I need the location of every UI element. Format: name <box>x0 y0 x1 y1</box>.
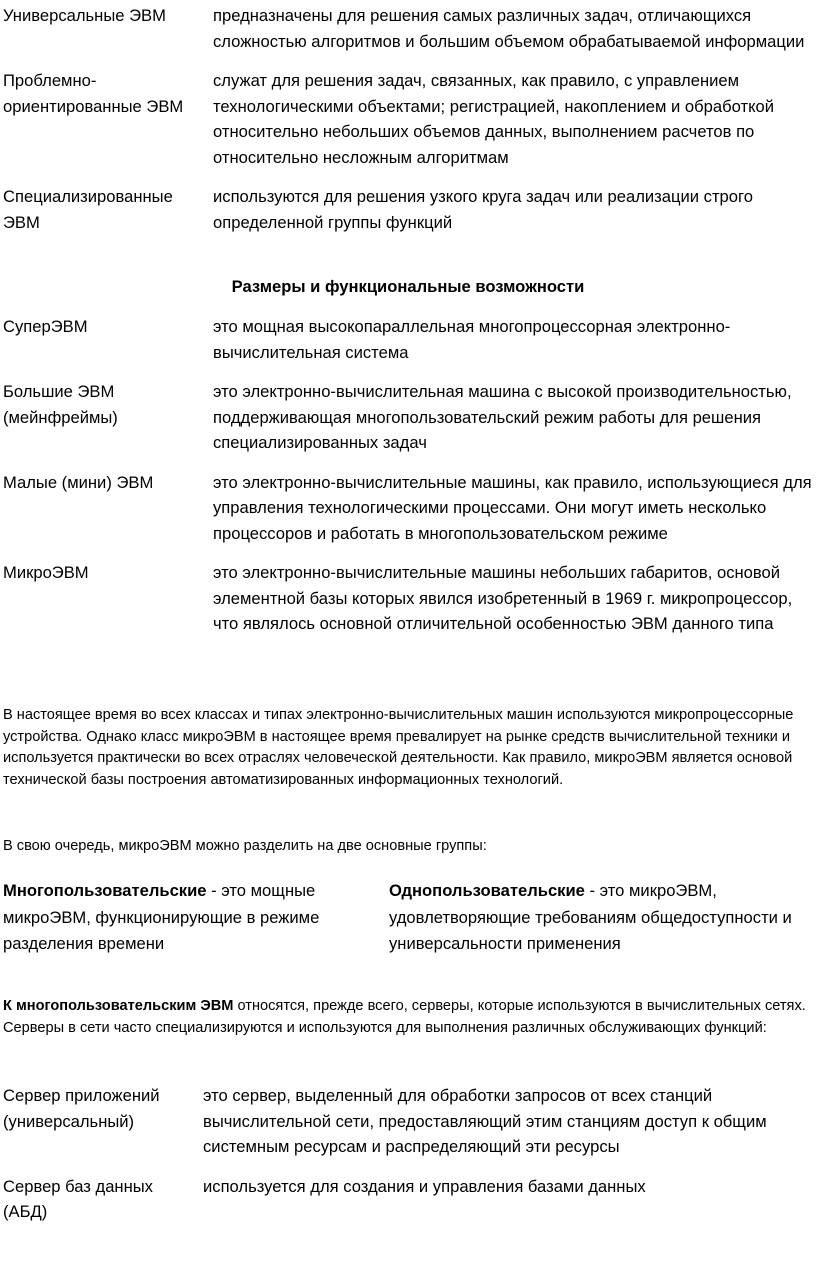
term-cell: Сервер приложений (универсальный) <box>3 1086 160 1131</box>
definition-cell: это электронно-вычислительная машина с высокой производительностью, поддерживающая многопользовательский режим работы для решения специализированных задач <box>213 382 792 452</box>
servers-lead-text: относятся, прежде всего, серверы, которые используются в вычислительных сетях. Серверы в сети часто специализируются и используются для выполнения различных обслуживающих функций: <box>3 998 806 1036</box>
servers-lead-bold: К многопользовательским ЭВМ <box>3 998 234 1014</box>
term-cell: Проблемно-ориентированные ЭВМ <box>3 71 184 116</box>
term-cell: МикроЭВМ <box>3 563 89 582</box>
table-row <box>3 3 813 68</box>
multi-user-term: Многопользовательские <box>3 881 207 900</box>
term-cell: Универсальные ЭВМ <box>3 6 166 25</box>
multi-user-description: - это мощные микроЭВМ, функционирующие в режиме разделения времени <box>3 881 320 953</box>
single-user-term: Однопользовательские <box>389 881 585 900</box>
definition-cell: используется для создания и управления базами данных <box>203 1176 646 1196</box>
term-cell: Малые (мини) ЭВМ <box>3 472 154 492</box>
term-cell: Сервер баз данных (АБД) <box>3 1176 153 1221</box>
table-row <box>3 68 813 184</box>
paragraph-microprocessors: В настоящее время во всех классах и типах электронно-вычислительных машин используются микропроцессорные устройства. Однако класс микроЭВМ в настоящее время превалирует на рынке средств вычислительной техники и используется практически во всех отраслях человеческой деятельности. Как правило, микроЭВМ является основой технической базы построения автоматизированных информационных технологий. <box>3 707 794 788</box>
section-heading: Размеры и функциональные возможности <box>231 277 585 296</box>
term-cell: СуперЭВМ <box>3 317 88 336</box>
definition-cell: используются для решения узкого круга задач или реализации строго определенной группы функций <box>213 187 753 232</box>
table-row <box>3 379 813 470</box>
multi-user-group <box>3 878 363 958</box>
term-cell: Специализированные ЭВМ <box>3 187 173 232</box>
table-row <box>3 184 813 249</box>
server-types-table <box>3 1083 813 1239</box>
definition-cell: это электронно-вычислительные машины небольших габаритов, основой элементной базы которых явился изобретенный в 1969 г. микропроцессор, что являлось основной отличительной особенностью ЭВМ данного типа <box>213 563 793 633</box>
single-user-description: - это микроЭВМ, удовлетворяющие требованиям общедоступности и универсальности применения <box>389 881 792 953</box>
paragraph-groups-intro: В свою очередь, микроЭВМ можно разделить на две основные группы: <box>3 838 487 854</box>
single-user-group <box>389 878 815 958</box>
table-row <box>3 1174 813 1239</box>
table-row <box>3 470 813 561</box>
table-row <box>3 1083 813 1174</box>
table-row <box>3 560 813 651</box>
size-classes-table <box>3 314 813 651</box>
definition-cell: это сервер, выделенный для обработки запросов от всех станций вычислительной сети, предоставляющий этим станциям доступ к общим системным ресурсам и распределяющий эти ресурсы <box>203 1086 767 1156</box>
paragraph-servers <box>3 996 813 1039</box>
table-row <box>3 314 813 379</box>
computer-classes-table <box>3 3 813 249</box>
definition-cell: это электронно-вычислительные машины, как правило, использующиеся для управления технологическими процессами. Они могут иметь несколько процессоров и работать в многопользовательском режиме <box>213 472 812 543</box>
definition-cell: служат для решения задач, связанных, как правило, с управлением технологическими объектами; регистрацией, накоплением и обработкой относительно небольших объемов данных, выполнением расчетов по относительно несложным алгоритмам <box>213 71 775 167</box>
definition-cell: это мощная высокопараллельная многопроцессорная электронно-вычислительная система <box>213 317 731 362</box>
definition-cell: предназначены для решения самых различных задач, отличающихся сложностью алгоритмов и большим объемом обрабатываемой информации <box>213 6 805 51</box>
term-cell: Большие ЭВМ (мейнфреймы) <box>3 382 118 427</box>
